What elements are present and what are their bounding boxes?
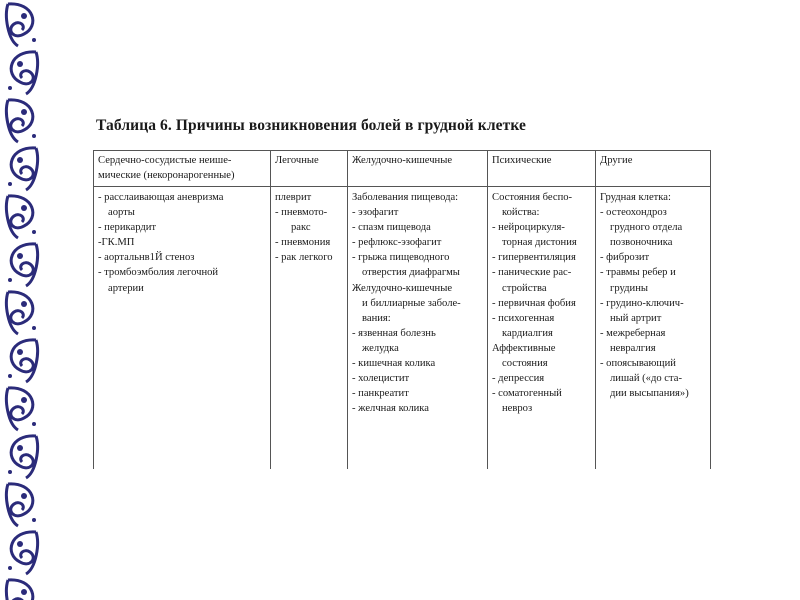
header-gastrointestinal bbox=[348, 151, 488, 187]
cell-cardiovascular bbox=[94, 187, 271, 470]
header-other bbox=[596, 151, 711, 187]
list-item: - пневмото- bbox=[275, 207, 328, 219]
list-item: плеврит bbox=[275, 192, 312, 203]
paisley-border-ornament bbox=[0, 0, 44, 600]
list-item: - психогенная bbox=[492, 312, 555, 324]
list-item: - депрессия bbox=[492, 373, 545, 385]
list-item: стройства bbox=[502, 282, 547, 294]
list-item: - рефлюкс-эзофагит bbox=[352, 237, 442, 249]
list-item: - фиброзит bbox=[600, 252, 650, 264]
list-item: койства: bbox=[502, 207, 540, 219]
table-header-row bbox=[94, 151, 711, 187]
cell-list bbox=[600, 190, 706, 401]
paisley-motif bbox=[8, 244, 38, 286]
list-item: - остеохондроз bbox=[600, 207, 667, 219]
list-item: Заболевания пищевода: bbox=[352, 192, 459, 203]
list-item: - эзофагит bbox=[352, 207, 399, 219]
paisley-motif bbox=[6, 100, 36, 142]
list-item: Состояния беспо- bbox=[492, 192, 573, 203]
header-line: мические (некоронарогенные) bbox=[98, 170, 235, 182]
cell-gastrointestinal bbox=[348, 187, 488, 470]
list-item: -ГК.МП bbox=[98, 237, 135, 249]
list-item: - желчная колика bbox=[352, 403, 429, 415]
list-item: - панкреатит bbox=[352, 388, 409, 400]
list-item: вания: bbox=[362, 312, 391, 324]
cell-list bbox=[98, 190, 266, 296]
list-item: - кишечная колика bbox=[352, 358, 436, 370]
list-item: позвоночника bbox=[610, 237, 673, 249]
list-item: - рак легкого bbox=[275, 252, 333, 264]
list-item: - расслаивающая аневризма bbox=[98, 192, 224, 203]
cell-list bbox=[492, 190, 591, 416]
paisley-motif bbox=[8, 52, 38, 94]
cell-list bbox=[275, 190, 343, 265]
list-item: лишай («до ста- bbox=[610, 373, 682, 385]
list-item: - спазм пищевода bbox=[352, 222, 431, 234]
list-item: артерии bbox=[108, 282, 144, 294]
paisley-motif bbox=[6, 196, 36, 238]
header-line: Психические bbox=[492, 155, 552, 166]
list-item: грудного отдела bbox=[610, 222, 683, 234]
list-item: - язвенная болезнь bbox=[352, 327, 436, 339]
list-item: - соматогенный bbox=[492, 388, 562, 400]
list-item: торная дистония bbox=[502, 237, 577, 249]
list-item: - опоясывающий bbox=[600, 358, 676, 370]
paisley-motif bbox=[6, 484, 36, 526]
header-psychiatric bbox=[488, 151, 596, 187]
cell-pulmonary bbox=[271, 187, 348, 470]
paisley-motif bbox=[8, 148, 38, 190]
list-item: - травмы ребер и bbox=[600, 267, 676, 279]
list-item: невроз bbox=[502, 403, 533, 415]
list-item: - холецистит bbox=[352, 373, 410, 385]
list-item: - нейроциркуля- bbox=[492, 222, 565, 234]
list-item: отверстия диафрагмы bbox=[362, 267, 460, 279]
table-row bbox=[94, 187, 711, 470]
header-line: Другие bbox=[600, 155, 633, 166]
paisley-motif bbox=[8, 436, 38, 478]
list-item: - межреберная bbox=[600, 327, 666, 339]
paisley-motif bbox=[6, 4, 36, 46]
list-item: - гипервентиляция bbox=[492, 252, 576, 264]
list-item: - тромбоэмболия легочной bbox=[98, 267, 219, 279]
list-item: невралгия bbox=[610, 342, 656, 354]
table-title: Таблица 6. Причины возникновения болей в грудной клетке bbox=[96, 117, 526, 134]
list-item: Аффективные bbox=[492, 342, 556, 354]
list-item: желудка bbox=[362, 342, 399, 354]
paisley-motif bbox=[8, 532, 38, 574]
cell-list bbox=[352, 190, 483, 416]
list-item: аорты bbox=[108, 207, 135, 219]
list-item: - грыжа пищеводного bbox=[352, 252, 450, 264]
paisley-motif bbox=[6, 388, 36, 430]
list-item: дии высыпания») bbox=[610, 388, 689, 400]
list-item: ный артрит bbox=[610, 312, 662, 324]
list-item: - панические рас- bbox=[492, 267, 572, 279]
list-item: - пневмония bbox=[275, 237, 331, 249]
list-item: Грудная клетка: bbox=[600, 192, 671, 203]
list-item: Желудочно-кишечные bbox=[352, 282, 453, 294]
list-item: - перикардит bbox=[98, 222, 157, 234]
list-item: состояния bbox=[502, 358, 548, 370]
header-line: Сердечно-сосудистые неише- bbox=[98, 155, 232, 166]
causes-table bbox=[93, 150, 711, 469]
list-item: грудины bbox=[610, 282, 648, 294]
paisley-motif bbox=[6, 580, 36, 600]
list-item: кардиалгия bbox=[502, 327, 553, 339]
list-item: - первичная фобия bbox=[492, 297, 576, 309]
list-item: - грудино-ключич- bbox=[600, 297, 684, 309]
header-line: Легочные bbox=[275, 155, 319, 166]
cell-other bbox=[596, 187, 711, 470]
header-line: Желудочно-кишечные bbox=[352, 155, 453, 166]
header-cardiovascular bbox=[94, 151, 271, 187]
paisley-motif bbox=[6, 292, 36, 334]
cell-psychiatric bbox=[488, 187, 596, 470]
header-pulmonary bbox=[271, 151, 348, 187]
list-item: и биллиарные заболе- bbox=[362, 297, 461, 309]
paisley-motif bbox=[8, 340, 38, 382]
list-item: ракс bbox=[291, 222, 311, 234]
list-item: - аортальнв1Й стеноз bbox=[98, 252, 195, 264]
